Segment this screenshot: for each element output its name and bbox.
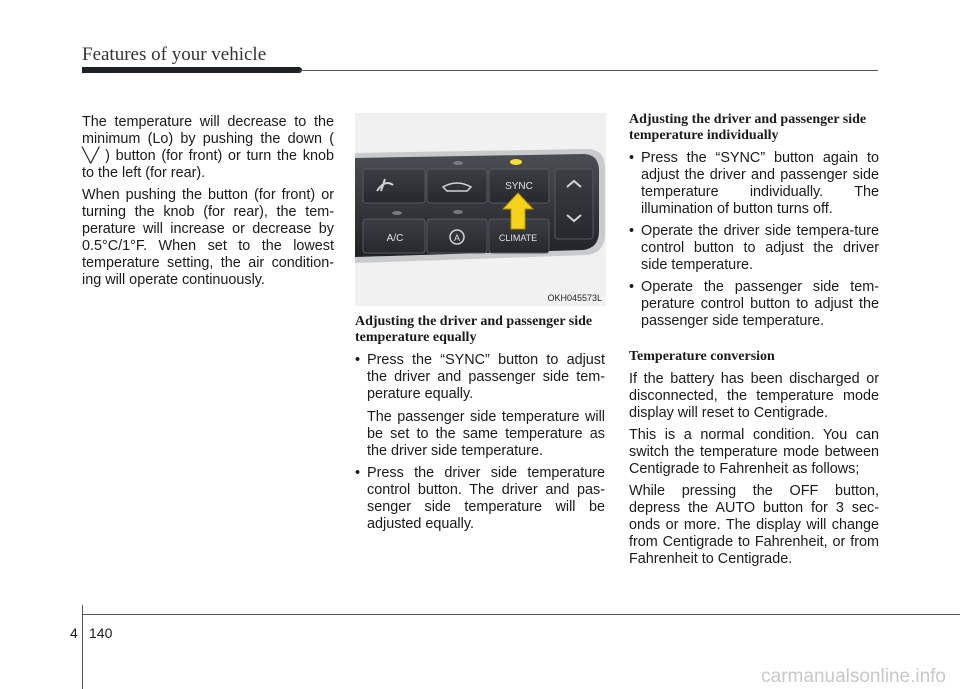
subheading-individual: Adjusting the driver and passenger side temperature individually: [629, 112, 867, 143]
list-item: [355, 352, 605, 460]
page-number: 140: [89, 625, 113, 641]
recirculation-button: [427, 169, 487, 203]
paragraph-normal: This is a normal condition. You can switch the temperature mode between Centigrade to Fahrenheit as follows;: [629, 427, 879, 477]
column-2: [355, 314, 605, 538]
paragraph-conversion-steps: While pressing the OFF button, depress the AUTO button for 3 sec-onds or more. The display will change from Centigrade to Fahrenheit, or from Fahrenheit to Centigrade.: [629, 483, 879, 567]
temp-up-down-button: [555, 169, 593, 239]
page-title: Features of your vehicle: [82, 44, 267, 65]
auto-button-label: A: [453, 233, 461, 243]
list-item: • Press the “SYNC” button again to adjust the driver and passenger side temperature individually. The illumination of button turns off.: [629, 150, 879, 218]
subheading-conversion: Temperature conversion: [629, 349, 775, 364]
sync-indicator-light: [510, 159, 522, 165]
defrost-button: [363, 169, 425, 203]
climate-button-label: CLIMATE: [498, 233, 538, 243]
indicator-light: [453, 161, 463, 165]
sync-button-label: SYNC: [505, 181, 533, 192]
subheading-equal: Adjusting the driver and passenger side temperature equally: [355, 314, 593, 345]
footer-divider-vertical: [82, 605, 83, 689]
paragraph-temperature-step: When pushing the button (for front) or turning the knob (for rear), the tem-perature will increase or decrease by 0.5°C/1°F. When set to the lowest temperature setting, the air condition-ing will operate continuously.: [82, 187, 334, 288]
climate-panel-illustration: [355, 113, 606, 306]
paragraph-temperature-decrease: The temperature will decrease to the minimum (Lo) by pushing the down ( ╲╱ ) button (for front) or turn the knob to the left (for rear).: [82, 114, 334, 181]
footer-divider-horizontal: [82, 614, 960, 615]
list-item: [355, 465, 605, 533]
individual-steps-list: [629, 150, 879, 330]
header-rule: [300, 70, 878, 71]
column-3: [629, 112, 879, 573]
bullet-text: • Press the driver side temperature control button. The driver and pas-senger side temperature will be adjusted equally.: [367, 465, 605, 532]
watermark: carmanualsonline.info: [761, 666, 946, 687]
chapter-number: 4: [70, 625, 78, 641]
climate-control-figure: [355, 113, 606, 306]
bullet-text: • Press the “SYNC” button to adjust the driver and passenger side tem-perature equally.: [367, 352, 605, 402]
column-1: [82, 114, 334, 294]
figure-caption: OKH045573L: [547, 293, 602, 303]
equal-steps-list: [355, 352, 605, 533]
list-item: • Operate the passenger side tem-perature control button to adjust the passenger side temperature.: [629, 279, 879, 330]
bullet-continuation: The passenger side temperature will be set to the same temperature as the driver side temperature.: [367, 409, 605, 459]
paragraph-battery: If the battery has been discharged or disconnected, the temperature mode display will reset to Centigrade.: [629, 371, 879, 421]
ac-button-label: A/C: [386, 233, 404, 244]
list-item: • Operate the driver side tempera-ture control button to adjust the driver side temperature.: [629, 223, 879, 274]
header-bar: [82, 67, 302, 73]
